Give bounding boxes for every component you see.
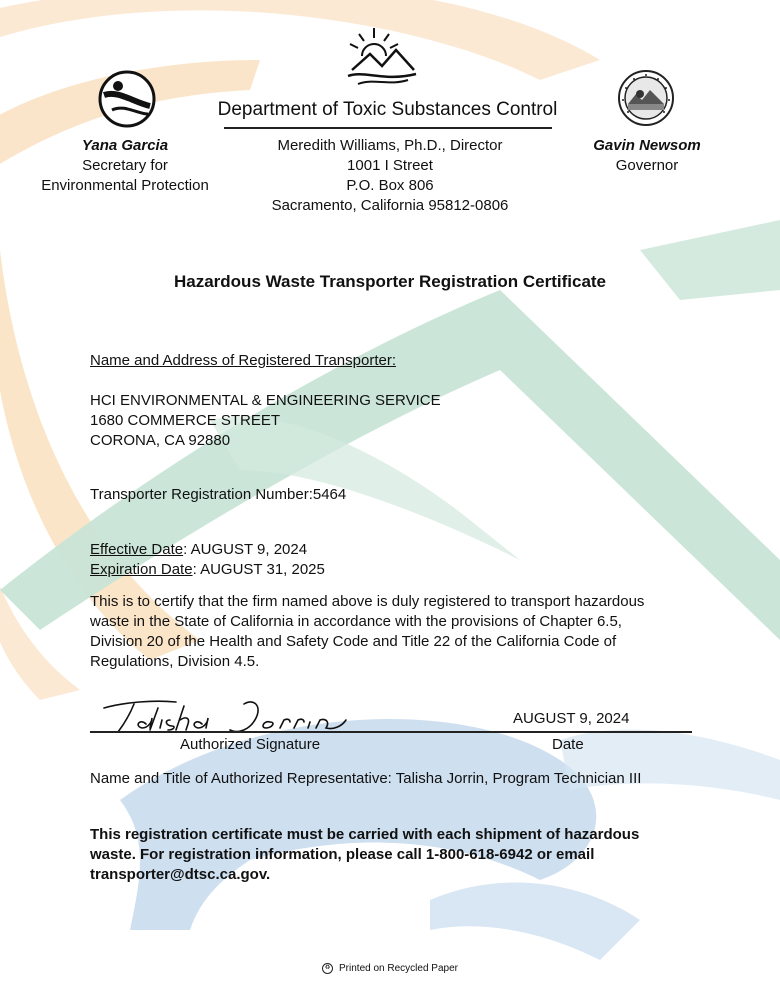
secretary-title-line1: Secretary for <box>82 157 168 174</box>
registration-number-row <box>90 485 346 505</box>
signed-date: AUGUST 9, 2024 <box>513 710 630 727</box>
notice-line-3: transporter@dtsc.ca.gov. <box>90 866 271 883</box>
certify-line-4: Regulations, Division 4.5. <box>90 653 260 670</box>
notice-line-1: This registration certificate must be carried with each shipment of hazardous <box>90 826 640 843</box>
effective-date-value: AUGUST 9, 2024 <box>190 541 308 558</box>
signature-line <box>90 731 692 733</box>
certify-line-3: Division 20 of the Health and Safety Code and Title 22 of the California Code of <box>90 633 617 650</box>
effective-date-label: Effective Date <box>90 541 184 558</box>
certification-paragraph <box>90 592 690 672</box>
certify-line-1: This is to certify that the firm named above is duly registered to transport hazardous <box>90 593 645 610</box>
registration-number-value: 5464 <box>312 486 347 503</box>
street-line: 1001 I Street <box>347 157 433 174</box>
director-line: Meredith Williams, Ph.D., Director <box>277 137 503 154</box>
company-city: CORONA, CA 92880 <box>90 432 231 449</box>
representative-label: Name and Title of Authorized Representative: <box>90 770 392 787</box>
transporter-address-block <box>90 391 441 451</box>
dtsc-logo <box>344 26 418 88</box>
governor-block <box>572 136 722 176</box>
department-address-block <box>240 136 540 216</box>
certificate-title: Hazardous Waste Transporter Registration Certificate <box>173 272 607 291</box>
company-name: HCI ENVIRONMENTAL & ENGINEERING SERVICE <box>90 392 441 409</box>
name-address-label: Name and Address of Registered Transporter: <box>90 352 396 369</box>
date-label: Date <box>552 736 584 753</box>
carry-notice <box>90 825 690 885</box>
footer <box>0 963 780 974</box>
city-line: Sacramento, California 95812-0806 <box>271 197 509 214</box>
governor-title: Governor <box>615 157 679 174</box>
governor-name: Gavin Newsom <box>593 137 701 154</box>
expiration-date-label: Expiration Date <box>90 561 193 578</box>
certify-line-2: waste in the State of California in accordance with the provisions of Chapter 6.5, <box>90 613 622 630</box>
po-box-line: P.O. Box 806 <box>346 177 434 194</box>
secretary-block <box>20 136 230 196</box>
expiration-date-value: AUGUST 31, 2025 <box>200 561 325 578</box>
effective-date-row: Effective Date: AUGUST 9, 2024 <box>90 541 308 558</box>
calepa-logo <box>98 70 156 128</box>
secretary-name: Yana Garcia <box>81 137 169 154</box>
registration-number-label: Transporter Registration Number: <box>90 486 313 503</box>
notice-line-2: waste. For registration information, please call 1-800-618-6942 or email <box>90 846 595 863</box>
company-street: 1680 COMMERCE STREET <box>90 412 281 429</box>
secretary-title-line2: Environmental Protection <box>41 177 209 194</box>
department-title: Department of Toxic Substances Control <box>217 99 558 120</box>
representative-value: Talisha Jorrin, Program Technician III <box>395 770 642 787</box>
footer-text: Printed on Recycled Paper <box>339 963 458 975</box>
department-divider <box>224 127 552 129</box>
recycle-icon: ♻ <box>322 963 333 974</box>
signature-label: Authorized Signature <box>180 736 321 753</box>
california-seal-icon <box>618 70 674 126</box>
dates-block <box>90 540 325 580</box>
representative-row <box>90 769 710 789</box>
expiration-date-row: Expiration Date: AUGUST 31, 2025 <box>90 561 325 578</box>
handwritten-signature <box>94 694 354 740</box>
